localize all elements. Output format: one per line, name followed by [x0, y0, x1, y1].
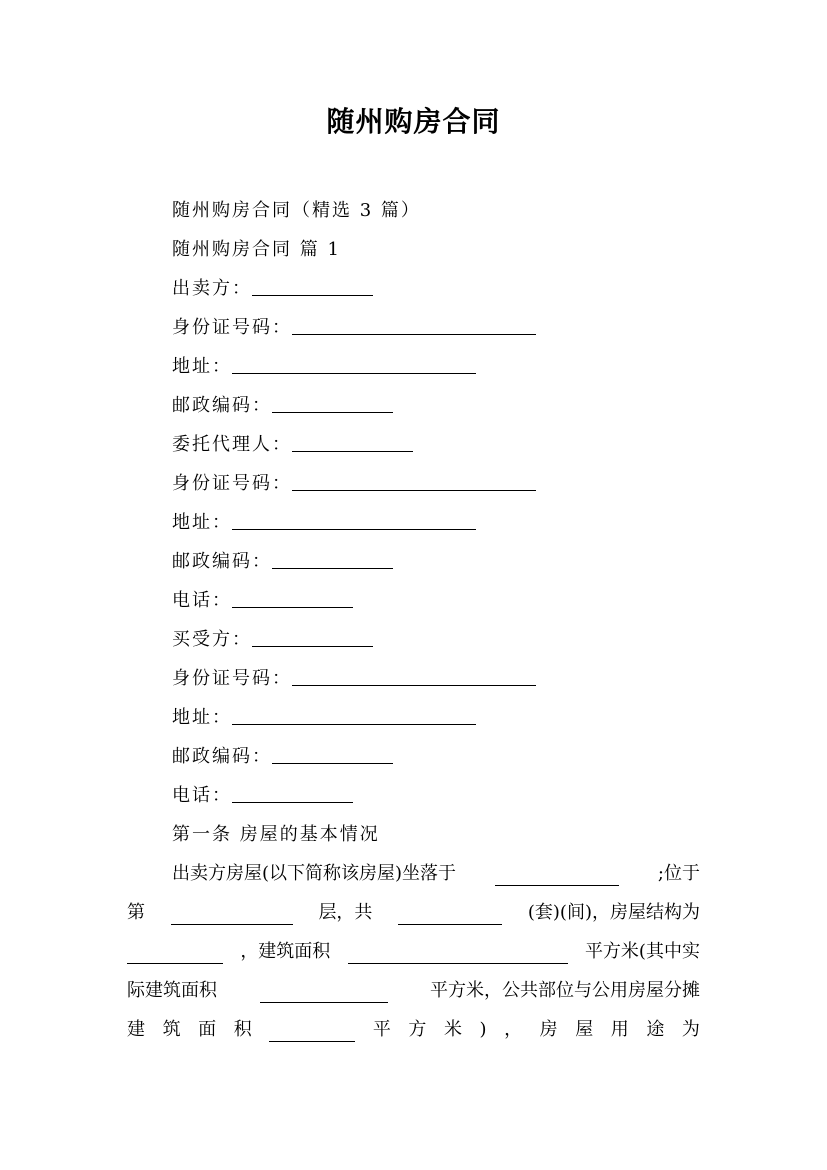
agent-zip-label: 邮政编码：	[172, 551, 272, 572]
para-5-char: 用	[610, 1019, 629, 1040]
para-3-text-b: 平方米(其中实	[584, 941, 700, 962]
seller-id-label: 身份证号码：	[172, 317, 292, 338]
para-5-char: 面	[198, 1019, 217, 1040]
agent-line	[172, 433, 413, 457]
para-line-5	[127, 1018, 700, 1042]
para-5-char: 平	[372, 1019, 391, 1040]
para-line-3	[127, 940, 700, 964]
para-line-1	[172, 862, 700, 886]
para-5-char: 米	[443, 1019, 462, 1040]
agent-address-line	[172, 511, 476, 535]
para-4-text-a: 际建筑面积	[127, 980, 217, 1001]
agent-address-label: 地址：	[172, 512, 232, 533]
total-blank[interactable]	[398, 906, 502, 925]
buyer-blank[interactable]	[252, 628, 373, 647]
agent-address-blank[interactable]	[232, 511, 476, 530]
para-5-char: 屋	[575, 1019, 594, 1040]
seller-id-blank[interactable]	[292, 316, 536, 335]
seller-id-line	[172, 316, 536, 340]
floor-blank[interactable]	[171, 906, 293, 925]
structure-blank[interactable]	[127, 945, 223, 964]
para-3-text-a: ，建筑面积	[240, 941, 331, 962]
agent-phone-label: 电话：	[172, 590, 232, 611]
para-5-char: 建	[127, 1019, 145, 1040]
seller-address-blank[interactable]	[232, 355, 476, 374]
agent-label: 委托代理人：	[172, 434, 292, 455]
para-4-text-b: 平方米，公共部位与公用房屋分摊	[430, 980, 700, 1001]
buyer-zip-line	[172, 745, 393, 769]
agent-zip-blank[interactable]	[272, 550, 393, 569]
subtitle: 随州购房合同（精选 3 篇）	[172, 200, 421, 221]
para-2-text-b: 层，共	[318, 902, 373, 923]
buyer-phone-label: 电话：	[172, 785, 232, 806]
agent-zip-line	[172, 550, 393, 574]
buyer-id-line	[172, 667, 536, 691]
agent-blank[interactable]	[292, 433, 413, 452]
buyer-phone-line	[172, 784, 353, 808]
seller-address-label: 地址：	[172, 356, 232, 377]
agent-phone-blank[interactable]	[232, 589, 353, 608]
buyer-zip-label: 邮政编码：	[172, 746, 272, 767]
para-5-char: 方	[408, 1019, 427, 1040]
building-area-blank[interactable]	[348, 945, 568, 964]
buyer-id-label: 身份证号码：	[172, 668, 292, 689]
location-blank[interactable]	[495, 867, 619, 886]
seller-label: 出卖方：	[172, 278, 252, 299]
para-1-text-a: 出卖方房屋(以下简称该房屋)坐落于	[172, 863, 457, 884]
agent-phone-line	[172, 589, 353, 613]
buyer-address-line	[172, 706, 476, 730]
shared-area-blank[interactable]	[269, 1023, 355, 1042]
seller-address-line	[172, 355, 476, 379]
document-title: 随州购房合同	[326, 105, 501, 138]
buyer-address-label: 地址：	[172, 707, 232, 728]
buyer-zip-blank[interactable]	[272, 745, 393, 764]
seller-zip-label: 邮政编码：	[172, 395, 272, 416]
para-2-text-a: 第	[127, 902, 145, 923]
para-line-4	[127, 979, 700, 1003]
buyer-line	[172, 628, 373, 652]
section-heading: 随州购房合同 篇 1	[172, 239, 341, 260]
buyer-phone-blank[interactable]	[232, 784, 353, 803]
para-1-text-b: ;位于	[657, 863, 700, 884]
buyer-label: 买受方：	[172, 629, 252, 650]
para-5-char: ，	[504, 1019, 523, 1040]
para-5-char: 为	[681, 1019, 700, 1040]
para-5-char: )	[479, 1019, 487, 1040]
para-5-char: 筑	[162, 1019, 181, 1040]
para-5-char: 房	[539, 1019, 558, 1040]
agent-id-label: 身份证号码：	[172, 473, 292, 494]
seller-blank[interactable]	[252, 277, 373, 296]
para-2-text-c: (套)(间)，房屋结构为	[527, 902, 700, 923]
seller-zip-blank[interactable]	[272, 394, 393, 413]
seller-line	[172, 277, 373, 301]
actual-area-blank[interactable]	[260, 984, 388, 1003]
buyer-id-blank[interactable]	[292, 667, 536, 686]
para-5-char: 积	[233, 1019, 252, 1040]
para-line-2	[127, 901, 700, 925]
article-1-heading: 第一条 房屋的基本情况	[172, 824, 380, 845]
agent-id-blank[interactable]	[292, 472, 536, 491]
buyer-address-blank[interactable]	[232, 706, 476, 725]
agent-id-line	[172, 472, 536, 496]
para-5-char: 途	[646, 1019, 665, 1040]
seller-zip-line	[172, 394, 393, 418]
